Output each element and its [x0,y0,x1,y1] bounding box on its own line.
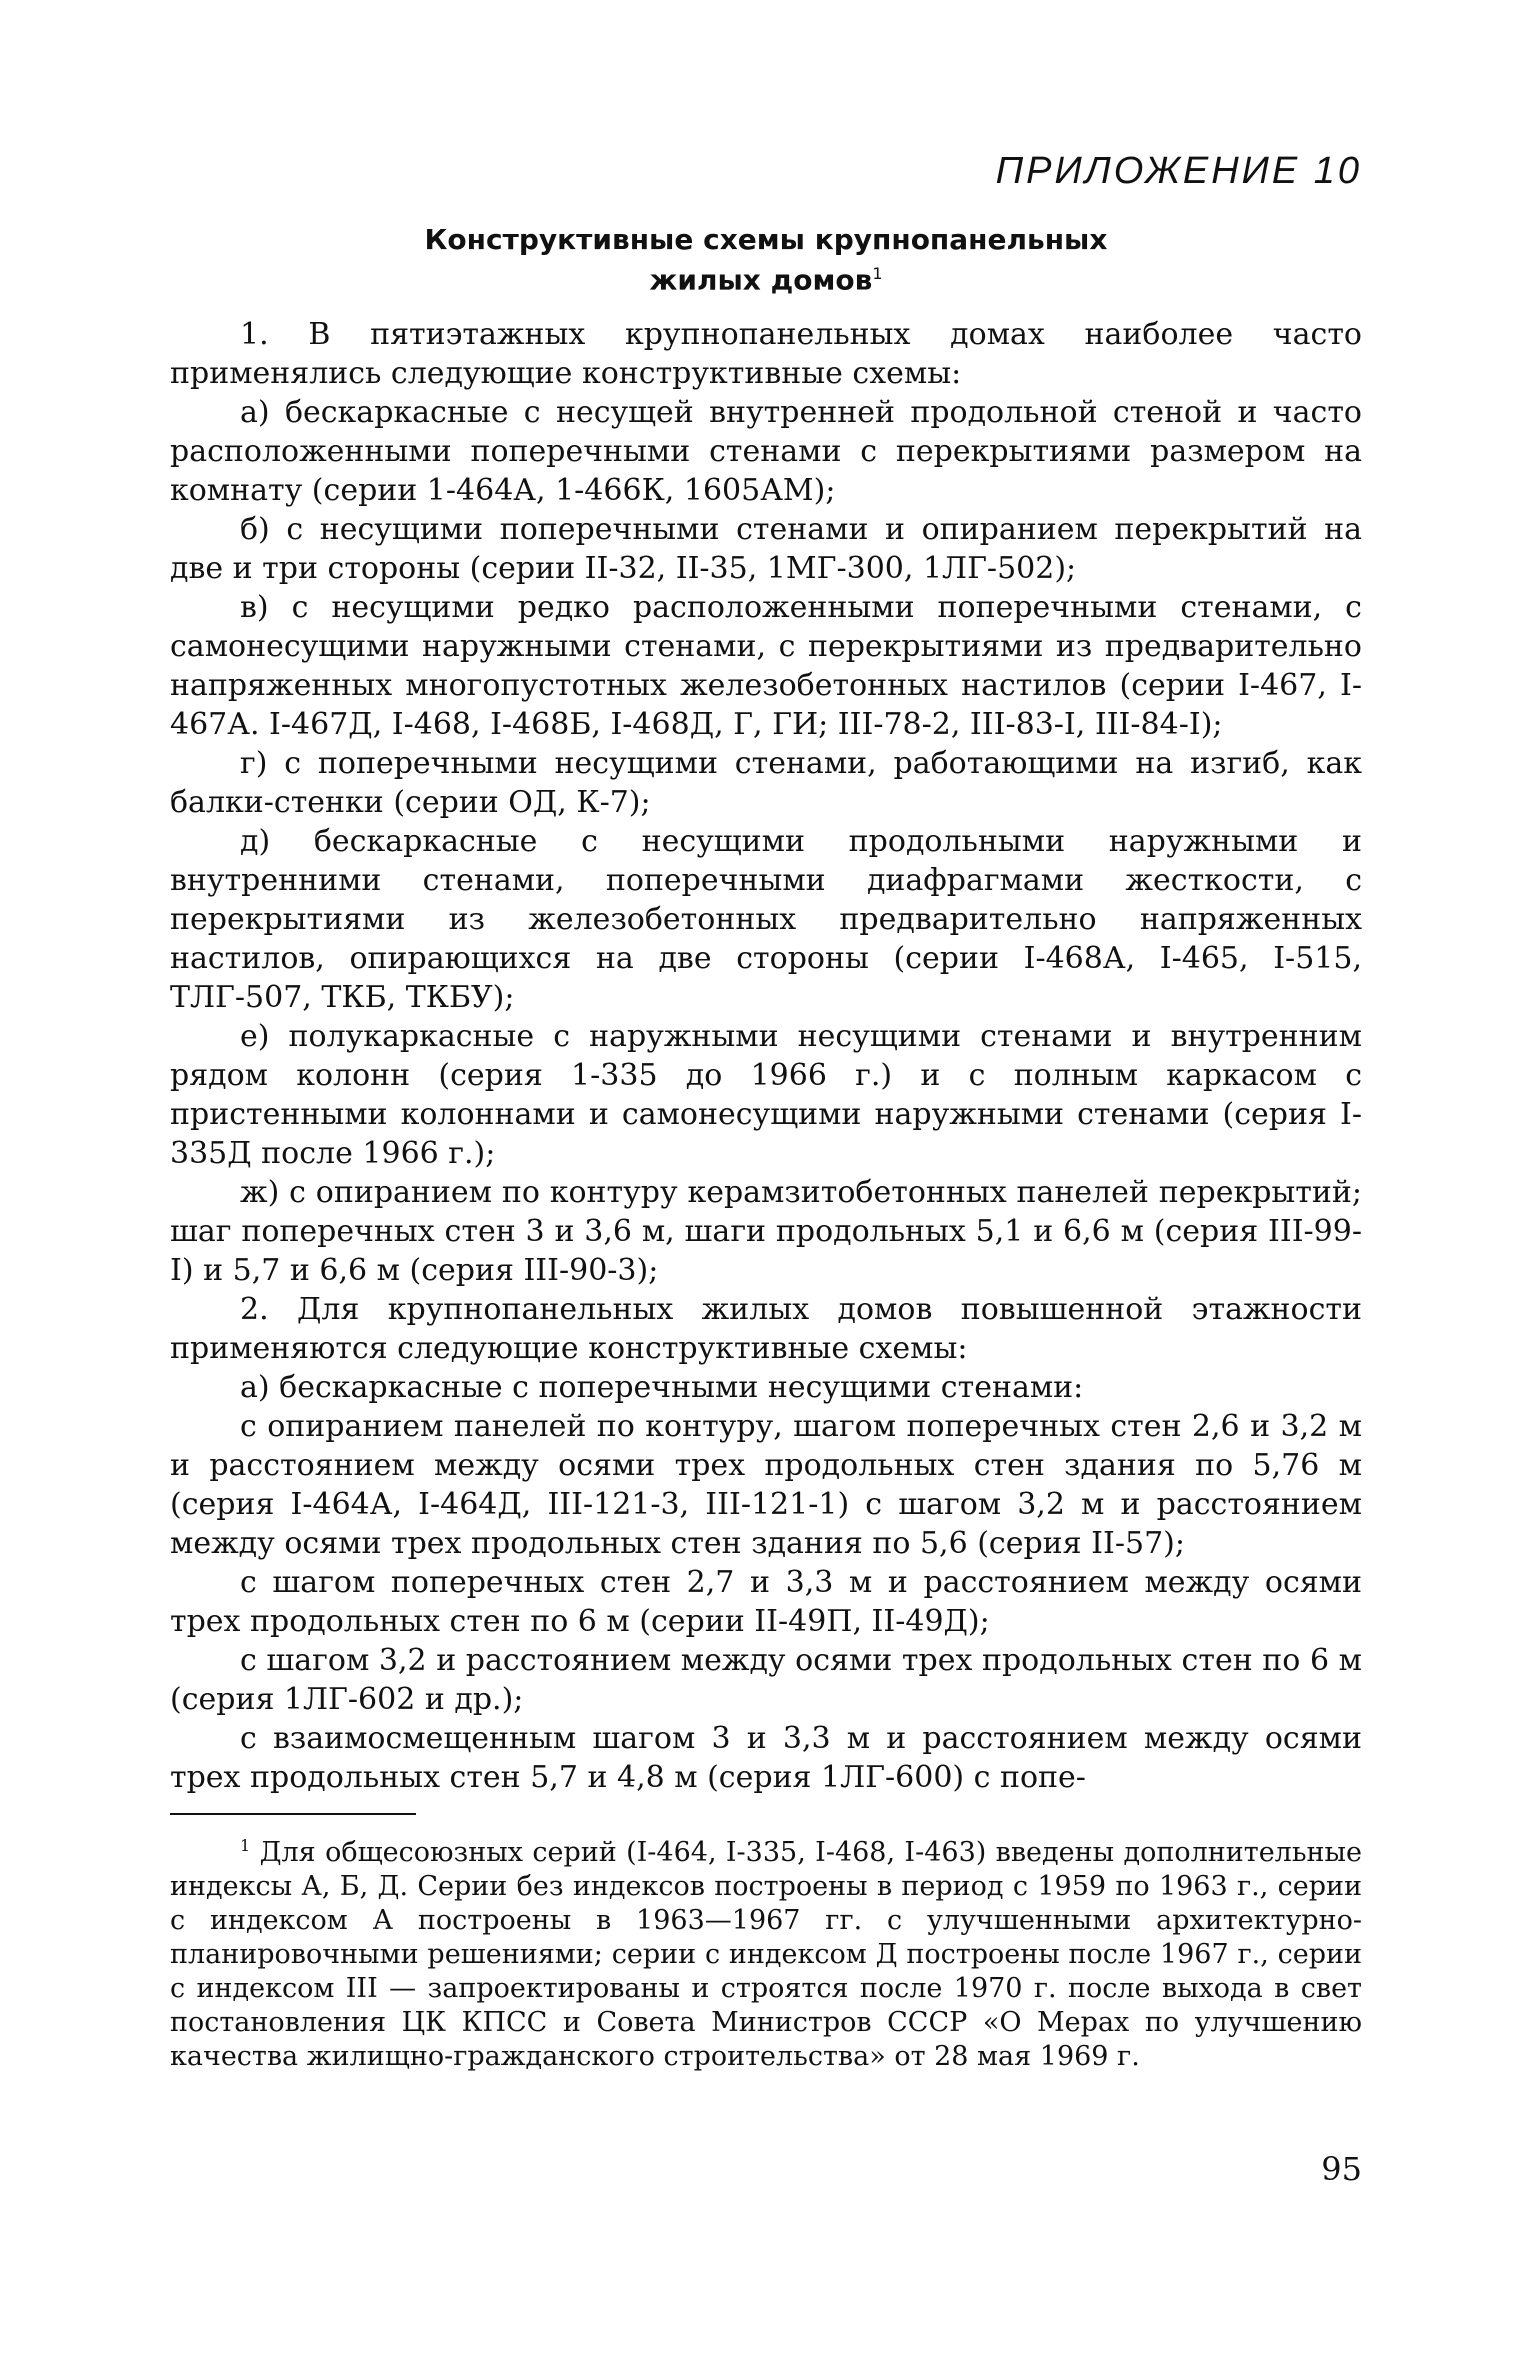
title-line-2 [170,257,1362,297]
page [170,150,1362,2074]
footnote-body: Для общесоюзных серий (I-464, I-335, I-468, I-463) введены дополнительные индексы А, Б, Д. Серии без индексов построены в период с 1959 по 1963 г., серии с индексом А построены в 1963—1967 гг. с улучшенными архитектурно-планировочными решениями; серии с индексом Д построены после 1967 г., серии с индексом III — запроектированы и строятся после 1970 г. после выхода в свет постановления ЦК КПСС и Совета Министров СССР «О Мерах по улучшению качества жилищно-гражданского строительства» от 28 мая 1969 г. [170,1837,1362,2073]
paragraph: б) с несущими поперечными стенами и опиранием перекрытий на две и три стороны (серии II-32, II-35, 1МГ-300, 1ЛГ-502); [170,512,1362,587]
paragraph: в) с несущими редко расположенными поперечными стенами, с самонесущими наружными стенами, с перекрытиями из предварительно напряженных многопустотных железобетонных настилов (серии I-467, I-467А. I-467Д, I-468, I-468Б, I-468Д, Г, ГИ; III-78-2, III-83-I, III-84-I); [170,590,1362,743]
footnote-text [170,1829,1362,2074]
page-number: 95 [1321,2150,1362,2188]
title-footnote-mark: 1 [872,264,883,283]
page-title [170,223,1362,297]
footnote-divider [170,1813,416,1815]
paragraph: е) полукаркасные с наружными несущими стенами и внутренним рядом колонн (серия 1-335 до 1966 г.) и с полным каркасом с пристенными колоннами и самонесущими наружными стенами (серия I-335Д после 1966 г.); [170,1019,1362,1172]
paragraph: г) с поперечными несущими стенами, работающими на изгиб, как балки-стенки (серии ОД, К-7); [170,746,1362,821]
paragraph: с шагом поперечных стен 2,7 и 3,3 м и расстоянием между осями трех продольных стен по 6 м (серии II-49П, II-49Д); [170,1565,1362,1640]
paragraph: а) бескаркасные с поперечными несущими стенами: [240,1370,1084,1406]
paragraph: ж) с опиранием по контуру керамзитобетонных панелей перекрытий; шаг поперечных стен 3 и 3,6 м, шаги продольных 5,1 и 6,6 м (серия III-99-I) и 5,7 и 6,6 м (серия III-90-3); [170,1175,1362,1289]
paragraph: 1. В пятиэтажных крупнопанельных домах наиболее часто применялись следующие конструктивные схемы: [170,317,1362,392]
paragraph: а) бескаркасные с несущей внутренней продольной стеной и часто расположенными поперечными стенами с перекрытиями размером на комнату (серии 1-464А, 1-466К, 1605АМ); [170,395,1362,509]
footnote [170,1829,1362,2074]
paragraph: д) бескаркасные с несущими продольными наружными и внутренними стенами, поперечными диафрагмами жесткости, с перекрытиями из железобетонных предварительно напряженных настилов, опирающихся на две стороны (серии I-468А, I-465, I-515, ТЛГ-507, ТКБ, ТКБУ); [170,824,1362,1016]
title-line-1: Конструктивные схемы крупнопанельных [424,223,1108,256]
paragraph: с взаимосмещенным шагом 3 и 3,3 м и расстоянием между осями трех продольных стен 5,7 и 4,8 м (серия 1ЛГ-600) с попе- [170,1721,1362,1796]
footnote-mark: 1 [240,1836,251,1856]
body-text [170,315,1362,1797]
paragraph: с опиранием панелей по контуру, шагом поперечных стен 2,6 и 3,2 м и расстоянием между осями трех продольных стен здания по 5,76 м (серия I-464А, I-464Д, III-121-3, III-121-1) с шагом 3,2 м и расстоянием между осями трех продольных стен здания по 5,6 (серия II-57); [170,1409,1362,1562]
paragraph: 2. Для крупнопанельных жилых домов повышенной этажности применяются следующие конструктивные схемы: [170,1292,1362,1367]
appendix-label: ПРИЛОЖЕНИЕ 10 [995,150,1362,192]
paragraph: с шагом 3,2 и расстоянием между осями трех продольных стен по 6 м (серия 1ЛГ-602 и др.); [170,1643,1362,1718]
title-line-2-text: жилых домов [649,263,873,297]
